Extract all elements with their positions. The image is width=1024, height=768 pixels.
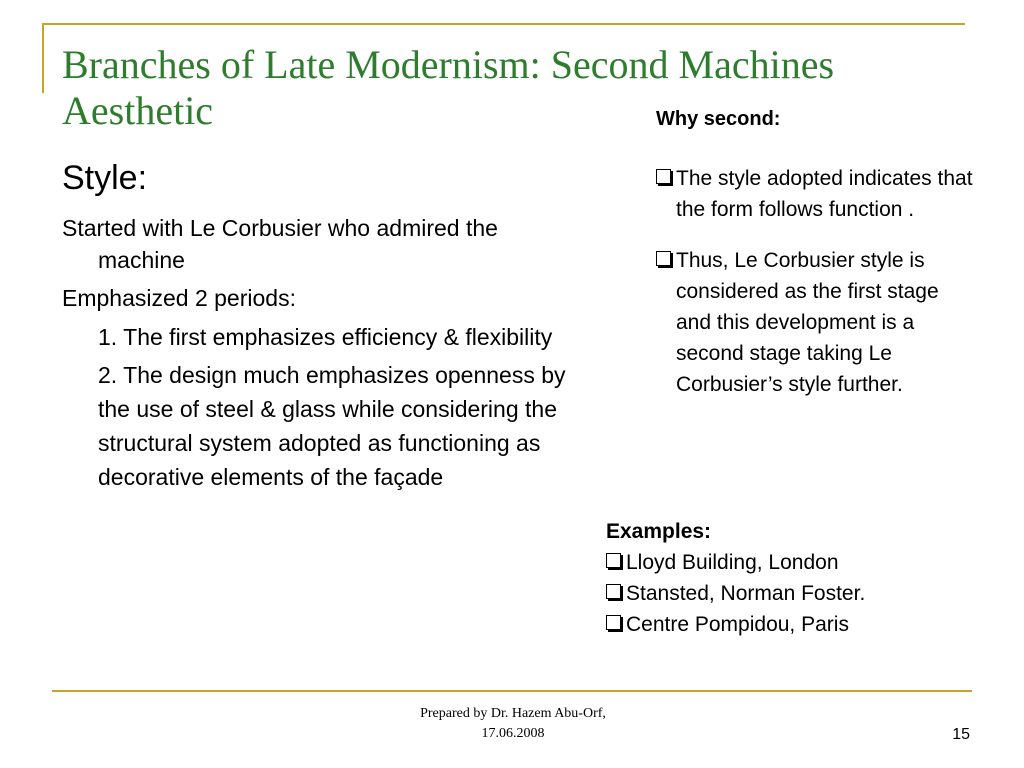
footer-credit: [388, 704, 638, 744]
example-text: Lloyd Building, London: [626, 551, 839, 574]
left-body: [62, 212, 572, 498]
bottom-border-line: [52, 690, 972, 692]
example-item: [606, 547, 966, 578]
example-text: Centre Pompidou, Paris: [626, 613, 849, 636]
checkbox-bullet-icon: [606, 584, 621, 599]
why-bullet-2: [656, 245, 976, 400]
checkbox-bullet-icon: [656, 251, 671, 266]
example-text: Stansted, Norman Foster.: [626, 582, 866, 605]
checkbox-bullet-icon: [656, 169, 671, 184]
why-second-section: [656, 104, 976, 420]
footer-date: 17.06.2008: [481, 726, 545, 741]
page-number: 15: [952, 726, 970, 743]
examples-heading: Examples:: [606, 520, 712, 543]
paragraph-periods: Emphasized 2 periods:: [62, 285, 296, 311]
examples-section: [606, 516, 966, 640]
example-item: [606, 609, 966, 640]
why-bullet-text: Thus, Le Corbusier style is considered as the first stage and this development is a second stage taking Le Corbusier’s style further.: [676, 249, 939, 396]
top-border-line: [42, 23, 965, 25]
left-border-line: [42, 23, 44, 93]
checkbox-bullet-icon: [606, 615, 621, 630]
period-item-2: 2. The design much emphasizes openness by the use of steel & glass while considering the structural system adopted as functioning as decorative elements of the façade: [98, 362, 566, 490]
example-item: [606, 578, 966, 609]
why-second-heading: Why second:: [656, 108, 781, 130]
slide-title: Branches of Late Modernism: Second Machines Aesthetic: [62, 42, 835, 133]
period-item-1: 1. The first emphasizes efficiency & flexibility: [98, 324, 553, 350]
footer-author: Prepared by Dr. Hazem Abu-Orf,: [420, 706, 606, 721]
style-heading: Style:: [62, 159, 148, 197]
why-bullet-1: [656, 163, 976, 225]
why-bullet-text: The style adopted indicates that the form follows function .: [676, 167, 973, 221]
checkbox-bullet-icon: [606, 553, 621, 568]
paragraph-corbusier: Started with Le Corbusier who admired the machine: [62, 215, 498, 273]
